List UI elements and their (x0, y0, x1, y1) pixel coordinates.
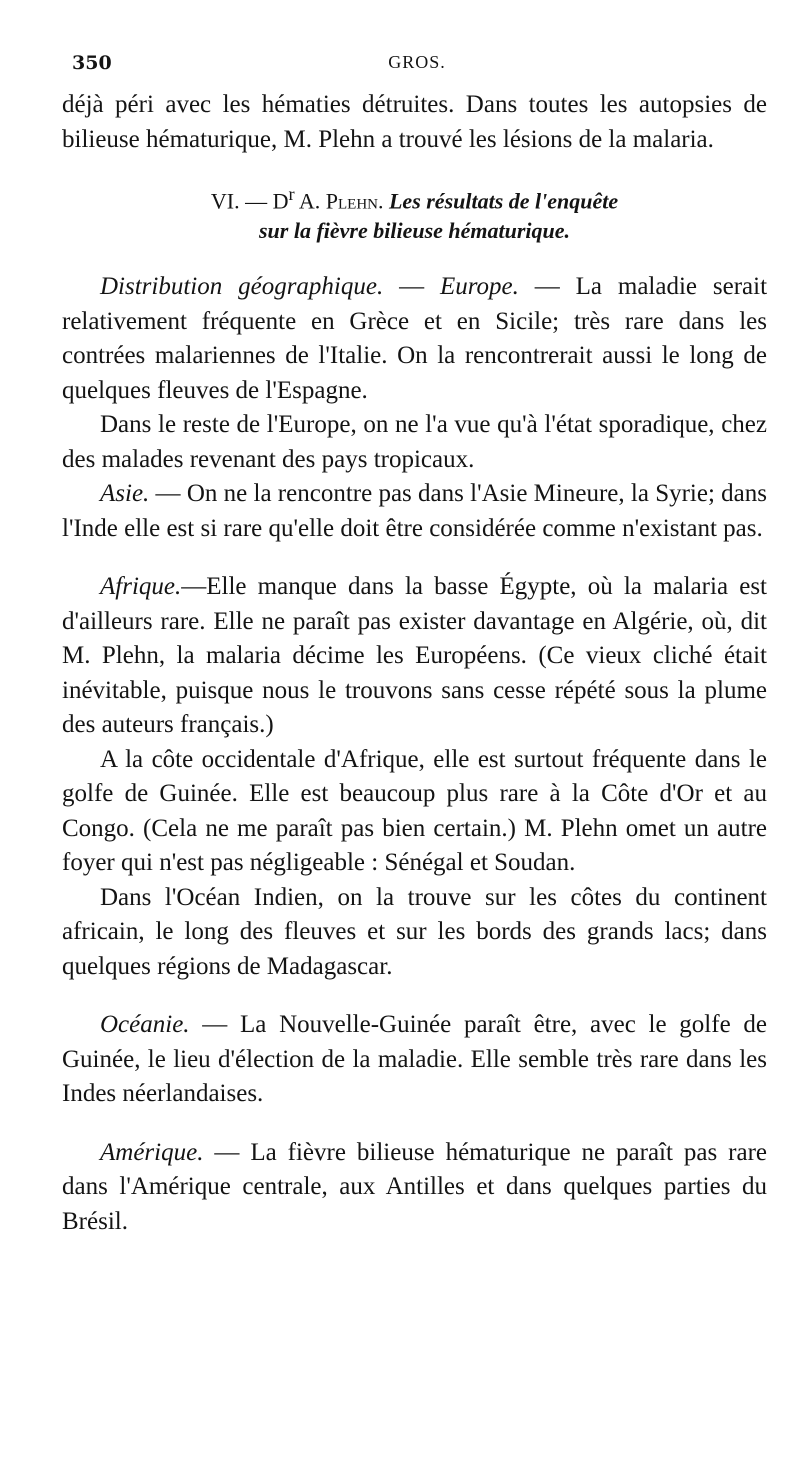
paragraph-amerique (62, 1136, 767, 1240)
asie-text: — On ne la rencontre pas dans l'Asie Mineure, la Syrie; dans l'Inde elle est si rare qu'elle doit être considérée comme n'existant pas. (62, 480, 767, 542)
paragraph-afrique (62, 570, 767, 743)
body-text (62, 88, 767, 1239)
section-title-line1: Les résultats de l'enquête (388, 188, 619, 214)
page-number: 350 (72, 52, 112, 74)
paragraph-distribution (62, 270, 767, 408)
paragraph-afrique-cote: A la côte occidentale d'Afrique, elle est surtout fréquente dans le golfe de Guinée. Elle est beaucoup plus rare à la Côte d'Or et au Congo. (Cela ne me paraît pas bien certain.) M. Plehn omet un autre foyer qui n'est pas négligeable : Sénégal et Soudan. (62, 745, 767, 877)
section-author-title-sup: r (288, 184, 295, 204)
paragraph-europe-rest: Dans le reste de l'Europe, on ne l'a vue qu'à l'état sporadique, chez des malades revenant des pays tropicaux. (62, 411, 767, 473)
distribution-text: — La maladie serait relativement fréquente en Grèce et en Sicile; très rare dans les contrées malariennes de l'Italie. On la rencontrerait aussi le long de quelques fleuves de l'Espagne. (62, 273, 768, 404)
distribution-separator: — (383, 273, 440, 301)
amerique-text: — La fièvre bilieuse hématurique ne paraît pas rare dans l'Amérique centrale, aux Antilles et dans quelques parties du Brésil. (62, 1138, 767, 1235)
oceanie-text: — La Nouvelle-Guinée paraît être, avec le golfe de Guinée, le lieu d'élection de la maladie. Elle semble très rare dans les Indes néerlandaises. (62, 1011, 767, 1108)
amerique-label: Amérique. (100, 1138, 204, 1166)
paragraph-intro: déjà péri avec les hématies détruites. Dans toutes les autopsies de bilieuse hématurique, M. Plehn a trouvé les lésions de la malaria. (62, 91, 767, 153)
europe-label: Europe. (439, 273, 519, 301)
section-title-line2: sur la fièvre bilieuse hématurique. (258, 218, 571, 244)
afrique-label: Afrique. (100, 573, 182, 601)
paragraph-oceanie (62, 1008, 767, 1112)
section-heading (62, 179, 767, 246)
paragraph-asie (62, 477, 767, 546)
page-header (72, 52, 762, 82)
afrique-text: —Elle manque dans la basse Égypte, où la malaria est d'ailleurs rare. Elle ne paraît pas exister davantage en Algérie, où, dit M. Plehn, la malaria décime les Européens. (Ce vieux cliché était inévitable, puisque nous le trouvons sans cesse répété sous la plume des auteurs français.) (62, 573, 767, 739)
distribution-label: Distribution géographique. (100, 273, 384, 301)
oceanie-label: Océanie. (100, 1011, 190, 1039)
section-author: A. Plehn. (294, 188, 384, 214)
section-number: VI. — D (210, 188, 289, 214)
running-head: GROS. (388, 52, 446, 72)
paragraph-ocean-indien: Dans l'Océan Indien, on la trouve sur les côtes du continent africain, le long des fleuves et sur les bords des grands lacs; dans quelques régions de Madagascar. (62, 883, 767, 980)
asie-label: Asie. (100, 480, 150, 508)
section-heading-author-line (62, 179, 767, 216)
